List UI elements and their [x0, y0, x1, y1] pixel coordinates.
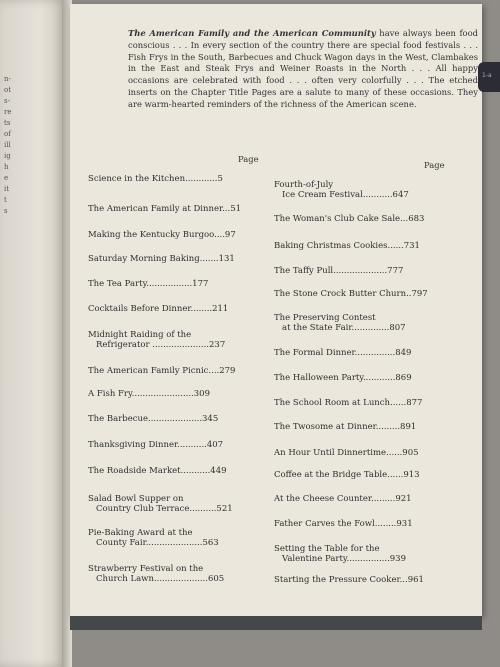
contents-right-entry — [274, 544, 454, 564]
entry-title: The Woman's Club Cake Sale...683 — [274, 214, 425, 224]
contents-right-entry — [274, 422, 454, 432]
contents-left-entry — [88, 494, 268, 514]
entry-title: The Barbecue....................345 — [88, 414, 219, 424]
contents-right-entry — [274, 266, 454, 276]
entry-title: Strawberry Festival on the — [88, 564, 204, 574]
thumb-index-tab — [478, 62, 500, 92]
entry-title-continued: Ice Cream Festival...........647 — [282, 190, 409, 200]
page-column-label-left: Page — [238, 154, 259, 164]
entry-title-continued: Refrigerator .....................237 — [96, 340, 226, 350]
entry-title: The Formal Dinner...............849 — [274, 348, 412, 358]
contents-left-entry — [88, 330, 268, 350]
contents-right-entry — [274, 373, 454, 383]
entry-title: The Preserving Contest — [274, 313, 376, 323]
entry-title: Science in the Kitchen............5 — [88, 174, 223, 184]
entry-title-continued: Country Club Terrace..........521 — [96, 504, 233, 514]
contents-right-entry — [274, 241, 454, 251]
intro-lead: The American Family and the American Community — [128, 28, 376, 38]
contents-left-entry — [88, 254, 268, 264]
entry-title: The Halloween Party............869 — [274, 373, 412, 383]
intro-text: have always been food conscious . . . In every section of the country there are special food festivals . . . Fish Frys in the South, Barbecues and Chuck Wagon days in the West, Clambakes in the East and Steak Frys and Weiner Roasts in the North . . . All happy occasions are celebrated with food . . . often very colorfully . . . The etched inserts on the Chapter Title Pages are a salute to many of these occasions. They are warm-hearted reminders of the richness of the American scene. — [128, 28, 478, 109]
entry-title: Salad Bowl Supper on — [88, 494, 184, 504]
contents-left-entry — [88, 204, 268, 214]
entry-title: The Taffy Pull....................777 — [274, 266, 404, 276]
contents-left-entry — [88, 304, 268, 314]
contents-right-entry — [274, 348, 454, 358]
entry-title: Cocktails Before Dinner........211 — [88, 304, 229, 314]
contents-left-entry — [88, 564, 268, 584]
contents-left-entry — [88, 230, 268, 240]
entry-title: Father Carves the Fowl........931 — [274, 519, 413, 529]
contents-left-entry — [88, 440, 268, 450]
contents-right-entry — [274, 180, 454, 200]
tab-label: 1-a — [482, 72, 492, 79]
entry-title: The Tea Party.................177 — [88, 279, 209, 289]
entry-title: Setting the Table for the — [274, 544, 380, 554]
contents-left-entry — [88, 279, 268, 289]
page-column-label-right: Page — [424, 160, 445, 170]
entry-title: The Stone Crock Butter Churn..797 — [274, 289, 428, 299]
entry-title: The School Room at Lunch......877 — [274, 398, 423, 408]
entry-title-continued: County Fair.....................563 — [96, 538, 219, 548]
contents-right-entry — [274, 470, 454, 480]
entry-title: The Twosome at Dinner.........891 — [274, 422, 417, 432]
contents-right-entry — [274, 289, 454, 299]
entry-title: Pie-Baking Award at the — [88, 528, 193, 538]
contents-right-entry — [274, 494, 454, 504]
contents-left-entry — [88, 466, 268, 476]
contents-right-entry — [274, 313, 454, 333]
entry-title: The American Family Picnic....279 — [88, 366, 236, 376]
contents-right-entry — [274, 398, 454, 408]
entry-title: Thanksgiving Dinner...........407 — [88, 440, 224, 450]
entry-title-continued: at the State Fair..............807 — [282, 323, 406, 333]
contents-left-entry — [88, 366, 268, 376]
contents-left-entry — [88, 414, 268, 424]
entry-title-continued: Church Lawn....................605 — [96, 574, 225, 584]
contents-left-entry — [88, 174, 268, 184]
intro-paragraph — [128, 28, 478, 111]
contents-left-entry — [88, 389, 268, 399]
book-cover-edge — [70, 616, 482, 630]
entry-title-continued: Valentine Party................939 — [282, 554, 407, 564]
contents-right-entry — [274, 214, 454, 224]
entry-title: Making the Kentucky Burgoo....97 — [88, 230, 236, 240]
entry-title: Starting the Pressure Cooker...961 — [274, 575, 424, 585]
contents-page — [70, 4, 482, 616]
facing-page — [0, 0, 66, 667]
contents-right-entry — [274, 519, 454, 529]
entry-title: Fourth-of-July — [274, 180, 334, 190]
facing-page-text: n- ot s- re ts of ill ig h e it t s — [4, 75, 12, 215]
entry-title: Midnight Raiding of the — [88, 330, 192, 340]
entry-title: Baking Christmas Cookies......731 — [274, 241, 420, 251]
entry-title: The Roadside Market...........449 — [88, 466, 227, 476]
entry-title: Saturday Morning Baking.......131 — [88, 254, 235, 264]
contents-right-entry — [274, 448, 454, 458]
contents-left-entry — [88, 528, 268, 548]
contents-right-entry — [274, 575, 454, 585]
entry-title: At the Cheese Counter.........921 — [274, 494, 412, 504]
entry-title: Coffee at the Bridge Table......913 — [274, 470, 420, 480]
entry-title: A Fish Fry.......................309 — [88, 389, 210, 399]
entry-title: The American Family at Dinner...51 — [88, 204, 242, 214]
entry-title: An Hour Until Dinnertime......905 — [274, 448, 419, 458]
